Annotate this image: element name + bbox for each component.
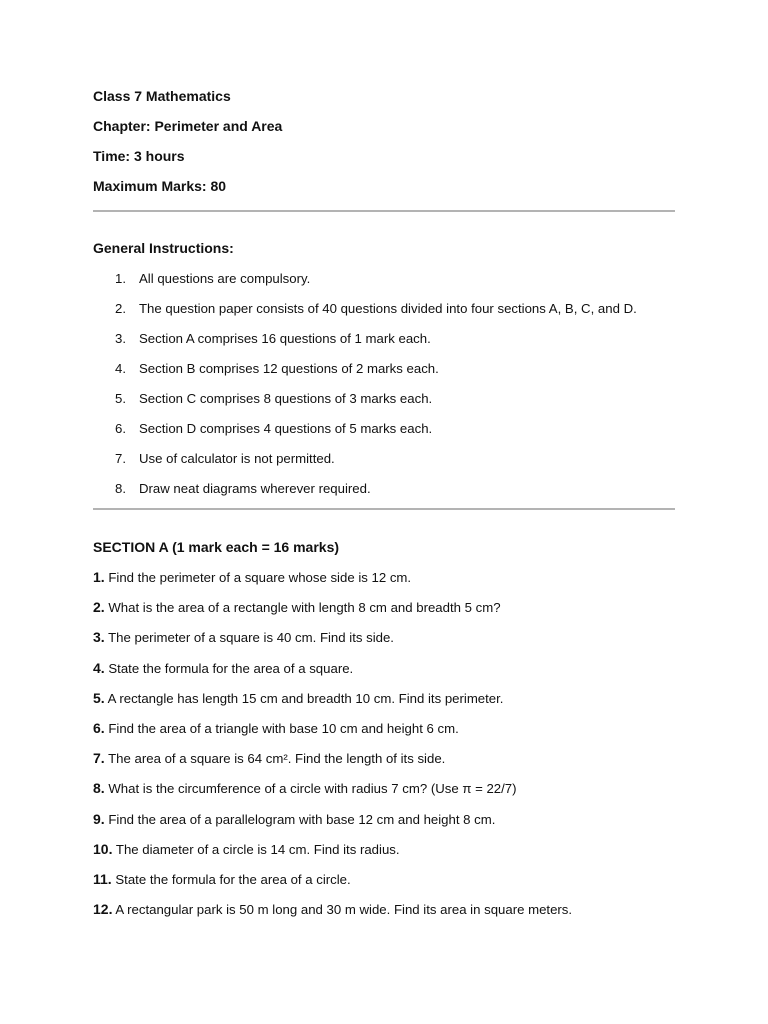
question-text: A rectangle has length 15 cm and breadth 10 cm. Find its perimeter. bbox=[107, 690, 504, 706]
question-item bbox=[93, 657, 675, 687]
question-number: 12. bbox=[93, 901, 113, 918]
question-number: 3. bbox=[93, 629, 105, 646]
section-a-title: SECTION A (1 mark each = 16 marks) bbox=[93, 539, 340, 555]
instruction-item bbox=[93, 448, 675, 478]
instruction-number: 6. bbox=[115, 421, 126, 436]
instruction-text: The question paper consists of 40 questions divided into four sections A, B, C, and D. bbox=[139, 301, 637, 316]
instruction-text: Section A comprises 16 questions of 1 mark each. bbox=[139, 331, 431, 346]
question-item bbox=[93, 898, 675, 928]
question-text: The diameter of a circle is 14 cm. Find its radius. bbox=[115, 841, 400, 857]
question-text: What is the circumference of a circle with radius 7 cm? (Use π = 22/7) bbox=[108, 781, 517, 797]
question-text: State the formula for the area of a circle. bbox=[115, 871, 351, 887]
instruction-number: 4. bbox=[115, 361, 126, 376]
question-text: A rectangular park is 50 m long and 30 m wide. Find its area in square meters. bbox=[115, 902, 573, 918]
instruction-number: 3. bbox=[115, 331, 126, 346]
question-number: 7. bbox=[93, 750, 105, 767]
question-number: 6. bbox=[93, 719, 105, 736]
class-title: Class 7 Mathematics bbox=[93, 88, 231, 104]
question-number: 9. bbox=[93, 810, 105, 827]
section-a-questions bbox=[93, 566, 675, 928]
instruction-item bbox=[93, 328, 675, 358]
question-number: 2. bbox=[93, 599, 105, 616]
question-number: 11. bbox=[93, 870, 112, 887]
instruction-item bbox=[93, 388, 675, 418]
max-marks-info: Maximum Marks: 80 bbox=[93, 178, 227, 194]
instruction-item bbox=[93, 358, 675, 388]
question-item bbox=[93, 777, 675, 807]
question-item bbox=[93, 687, 675, 717]
question-text: State the formula for the area of a square. bbox=[108, 660, 354, 676]
instruction-number: 8. bbox=[115, 481, 126, 496]
question-text: The area of a square is 64 cm². Find the length of its side. bbox=[108, 751, 446, 767]
instruction-text: Section B comprises 12 questions of 2 marks each. bbox=[139, 361, 439, 376]
question-number: 4. bbox=[93, 659, 105, 676]
time-info: Time: 3 hours bbox=[93, 148, 185, 164]
question-item bbox=[93, 566, 675, 596]
question-number: 10. bbox=[93, 840, 113, 857]
question-text: Find the area of a parallelogram with base 12 cm and height 8 cm. bbox=[108, 811, 496, 827]
question-item bbox=[93, 626, 675, 656]
instruction-number: 2. bbox=[115, 301, 126, 316]
horizontal-divider bbox=[93, 210, 675, 212]
question-number: 5. bbox=[93, 689, 105, 706]
instruction-item bbox=[93, 478, 675, 508]
instructions-list bbox=[93, 268, 675, 508]
question-item bbox=[93, 747, 675, 777]
instruction-text: Section C comprises 8 questions of 3 marks each. bbox=[139, 391, 433, 406]
question-item bbox=[93, 717, 675, 747]
instruction-number: 1. bbox=[115, 271, 126, 286]
question-item bbox=[93, 596, 675, 626]
question-item bbox=[93, 808, 675, 838]
question-text: What is the area of a rectangle with length 8 cm and breadth 5 cm? bbox=[108, 600, 501, 616]
question-number: 8. bbox=[93, 780, 105, 797]
instruction-item bbox=[93, 268, 675, 298]
instructions-heading: General Instructions: bbox=[93, 240, 234, 256]
question-text: Find the area of a triangle with base 10 cm and height 6 cm. bbox=[108, 720, 459, 736]
instruction-item bbox=[93, 418, 675, 448]
instruction-text: Draw neat diagrams wherever required. bbox=[139, 481, 371, 496]
question-number: 1. bbox=[93, 569, 105, 585]
instruction-number: 7. bbox=[115, 451, 126, 466]
question-item bbox=[93, 868, 675, 898]
question-text: The perimeter of a square is 40 cm. Find its side. bbox=[108, 630, 394, 646]
document-content bbox=[93, 86, 675, 928]
horizontal-divider bbox=[93, 508, 675, 510]
instruction-text: Section D comprises 4 questions of 5 marks each. bbox=[139, 421, 433, 436]
instruction-text: Use of calculator is not permitted. bbox=[139, 451, 335, 466]
question-item bbox=[93, 838, 675, 868]
instruction-number: 5. bbox=[115, 391, 126, 406]
instruction-text: All questions are compulsory. bbox=[139, 271, 311, 286]
question-text: Find the perimeter of a square whose side is 12 cm. bbox=[108, 570, 412, 585]
chapter-title: Chapter: Perimeter and Area bbox=[93, 118, 283, 134]
instruction-item bbox=[93, 298, 675, 328]
